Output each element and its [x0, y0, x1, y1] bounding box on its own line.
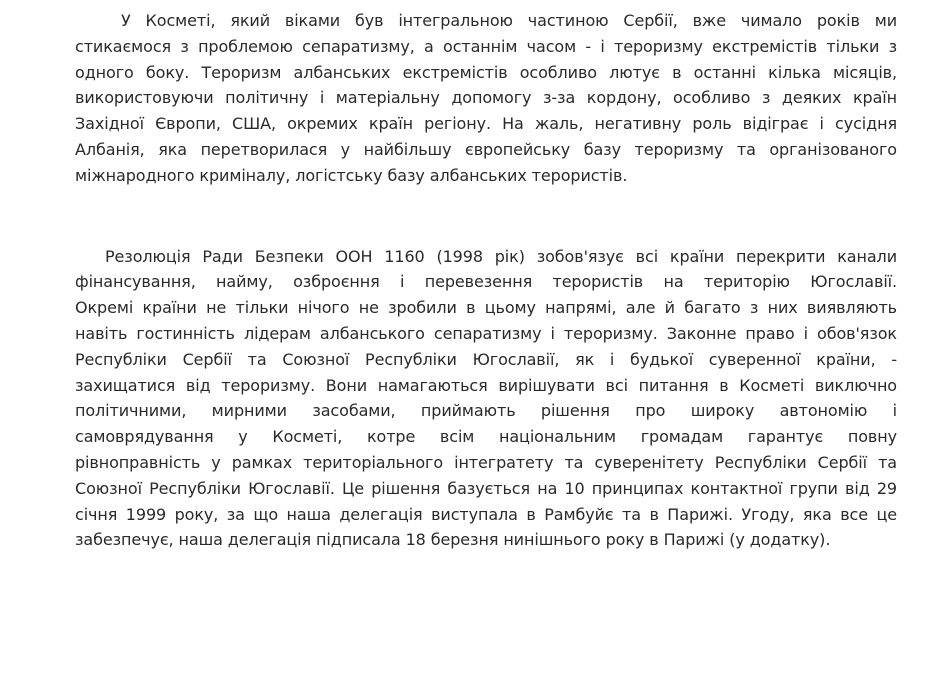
text-line: захищатися від тероризму. Вони намагаються вирішувати всі питання в Косметі виключно: [75, 375, 897, 395]
text-line: Західної Європи, США, окремих країн регіону. На жаль, негативну роль відіграє і сусідня: [75, 114, 897, 134]
document-body: [75, 8, 897, 553]
text-line: політичними, мирними засобами, приймають рішення про широку автономію і: [75, 401, 897, 421]
text-line: стикаємося з проблемою сепаратизму, а останнім часом - і тероризму екстремістів тільки з: [75, 36, 897, 56]
text-line: рівноправність у рамках територіального інтегратету та суверенітету Республіки Сербії та: [75, 452, 897, 472]
paragraph-un-resolution: [75, 244, 897, 554]
text-line: У Косметі, який віками був інтегральною частиною Сербії, вже чимало років ми: [121, 11, 897, 30]
text-line: Республіки Сербії та Союзної Республіки Югославії, як і будької суверенної країни, -: [75, 349, 897, 369]
text-line: одного боку. Тероризм албанських екстремістів особливо лютує в останні кілька місяців,: [75, 62, 897, 82]
text-line: Резолюція Ради Безпеки ООН 1160 (1998 рік) зобов'язує всі країни перекрити канали: [105, 246, 897, 266]
text-line: Окремі країни не тільки нічого не зробили в цьому напрямі, але й багато з них виявляють: [75, 298, 897, 318]
text-line: використовуючи політичну і матеріальну допомогу з-за кордону, особливо з деяких країн: [75, 88, 897, 108]
text-line: Албанія, яка перетворилася у найбільшу європейську базу тероризму та організованого: [75, 139, 897, 159]
text-line: січня 1999 року, за що наша делегація виступала в Рамбуйє та в Парижі. Угоду, яка все це: [75, 504, 897, 524]
text-line: міжнародного криміналу, логістську базу албанських терористів.: [75, 165, 628, 185]
text-line: забезпечує, наша делегація підписала 18 березня нинішнього року в Парижі (у додатку).: [75, 530, 831, 550]
text-line: самоврядування у Косметі, котре всім національним громадам гарантує повну: [75, 427, 897, 447]
text-line: Союзної Республіки Югославії. Це рішення базується на 10 принципах контактної групи від 29: [75, 478, 897, 498]
text-line: фінансування, найму, озброєння і перевезення терористів на територію Югославії.: [75, 272, 897, 292]
text-line: навіть гостинність лідерам албанського сепаратизму і тероризму. Законне право і обов'язок: [75, 323, 897, 343]
paragraph-kosmet-separatism: [75, 8, 897, 189]
